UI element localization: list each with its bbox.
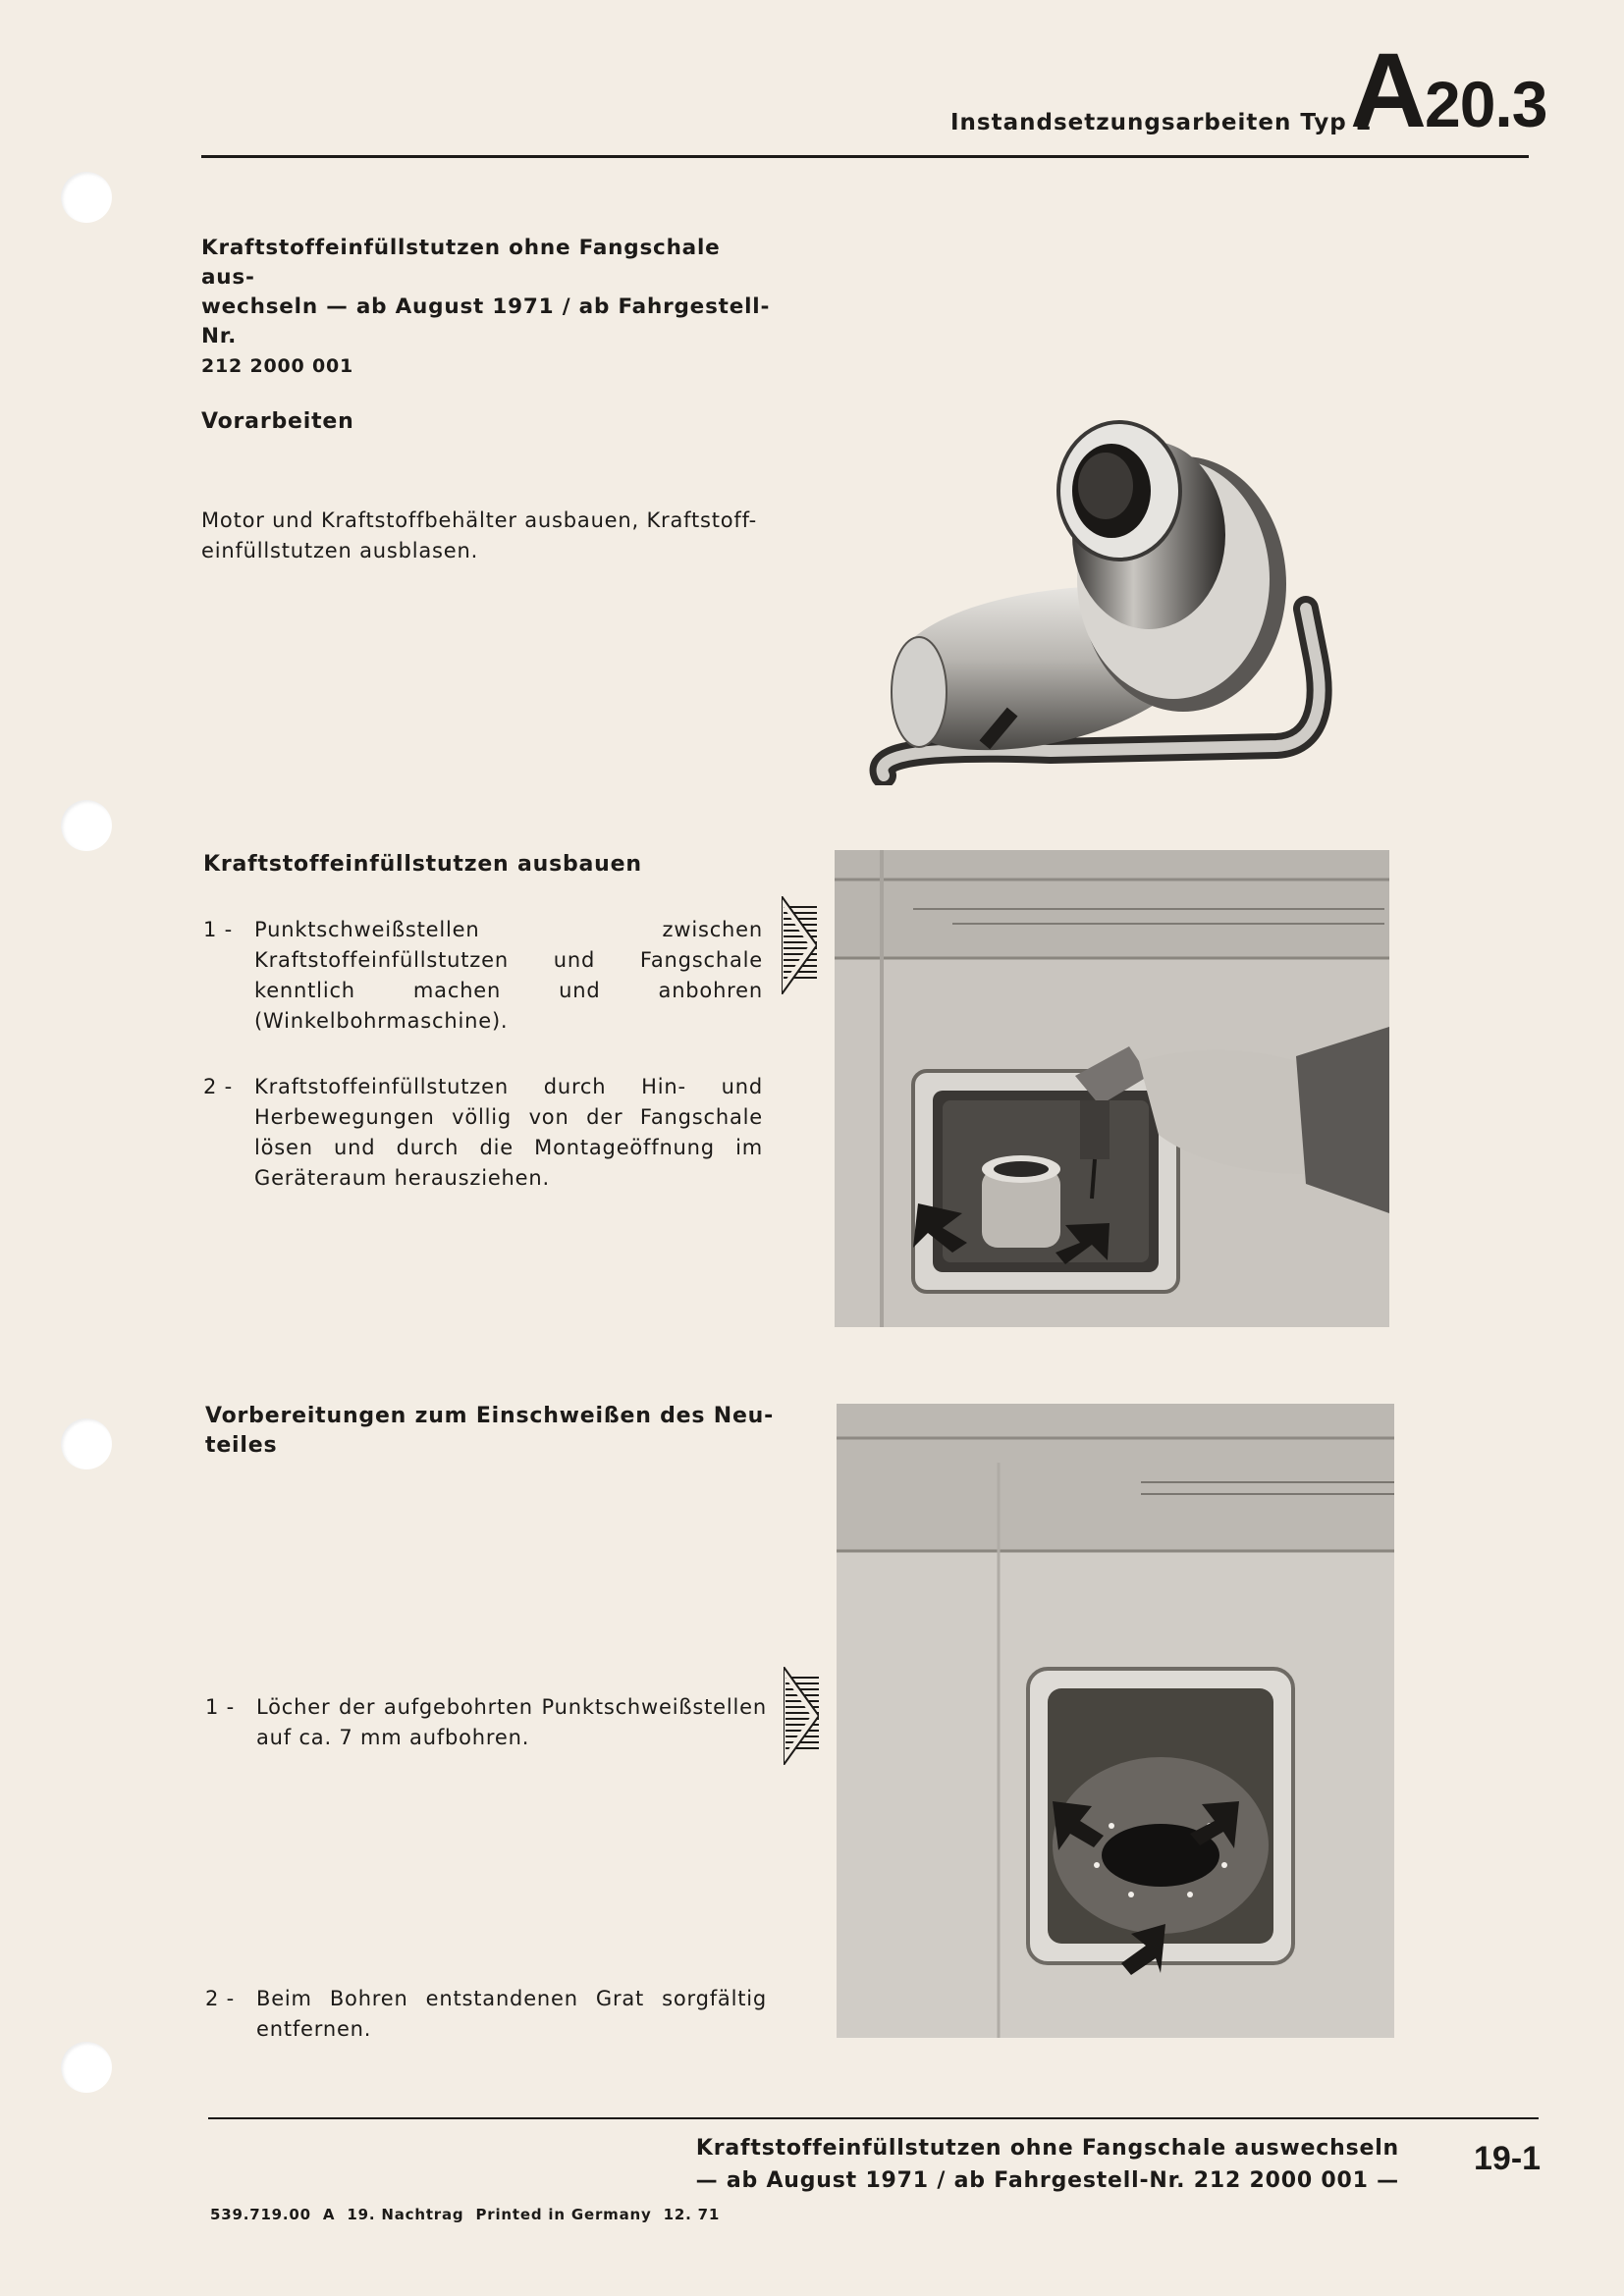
footer-rule [208, 2117, 1539, 2119]
ausbauen-heading: Kraftstoffeinfüllstutzen ausbauen [203, 852, 642, 877]
vorbereitungen-heading-line-2: teiles [205, 1433, 278, 1458]
step-number: 1 - [205, 1695, 236, 1719]
punch-hole-2 [61, 800, 112, 851]
step-text: Kraftstoffeinfüllstutzen durch Hin- und Herbewegungen völlig von der Fangschale lösen und durch die Montageöffnung im Geräteraum herausziehen. [254, 1075, 763, 1190]
ausbauen-step-1 [203, 915, 763, 1037]
step-text: Beim Bohren entstandenen Grat sorgfältig entfernen. [256, 1987, 767, 2041]
footer-title [687, 2132, 1399, 2197]
step-number: 2 - [203, 1075, 234, 1098]
step-text: Punktschweißstellen zwischen Kraftstoffeinfüllstutzen und Fangschale kenntlich machen und anbohren (Winkelbohrmaschine). [254, 918, 763, 1033]
vorarbeiten-line-2: einfüllstutzen ausblasen. [201, 539, 479, 562]
imprint-line: 539.719.00 A 19. Nachtrag Printed in Germany 12. 71 [210, 2206, 721, 2223]
header-rule [201, 155, 1529, 158]
title-line-3: 212 2000 001 [201, 355, 354, 377]
header-subtitle: Instandsetzungsarbeiten Typ 2 [950, 110, 1373, 135]
vorbereitungen-heading [205, 1402, 775, 1461]
pointer-arrow-icon [782, 896, 817, 994]
footer-title-line-2: — ab August 1971 / ab Fahrgestell-Nr. 212 2000 001 — [695, 2168, 1399, 2193]
punch-hole-3 [61, 1418, 112, 1469]
vorbereitungen-heading-line-1: Vorbereitungen zum Einschweißen des Neu- [205, 1404, 775, 1428]
page-number: 19-1 [1474, 2140, 1542, 2177]
step-number: 1 - [203, 918, 234, 941]
opening-photo [837, 1404, 1394, 2038]
vorarbeiten-text [201, 506, 790, 566]
section-code-number: 20.3 [1425, 68, 1547, 140]
drilling-photo [835, 850, 1389, 1327]
vorbereitungen-step-2 [205, 1984, 767, 2045]
title-line-1: Kraftstoffeinfüllstutzen ohne Fangschale aus- [201, 236, 721, 290]
section-code-letter: A [1350, 30, 1425, 149]
step-number: 2 - [205, 1987, 236, 2010]
footer-title-line-1: Kraftstoffeinfüllstutzen ohne Fangschale auswechseln [695, 2136, 1399, 2161]
pointer-arrow-icon [784, 1667, 819, 1765]
vorarbeiten-line-1: Motor und Kraftstoffbehälter ausbauen, Kraftstoff- [201, 508, 758, 532]
vorarbeiten-heading: Vorarbeiten [201, 409, 354, 434]
ausbauen-step-2 [203, 1072, 763, 1194]
title-line-2: wechseln — ab August 1971 / ab Fahrgestell-Nr. [201, 294, 771, 348]
step-text: Löcher der aufgebohrten Punktschweißstellen auf ca. 7 mm aufbohren. [256, 1695, 767, 1749]
vorbereitungen-step-1 [205, 1692, 767, 1753]
page-title [201, 234, 781, 381]
filler-neck-photo [854, 412, 1365, 785]
section-code [1350, 30, 1547, 149]
punch-hole-4 [61, 2042, 112, 2093]
punch-hole-1 [61, 172, 112, 223]
